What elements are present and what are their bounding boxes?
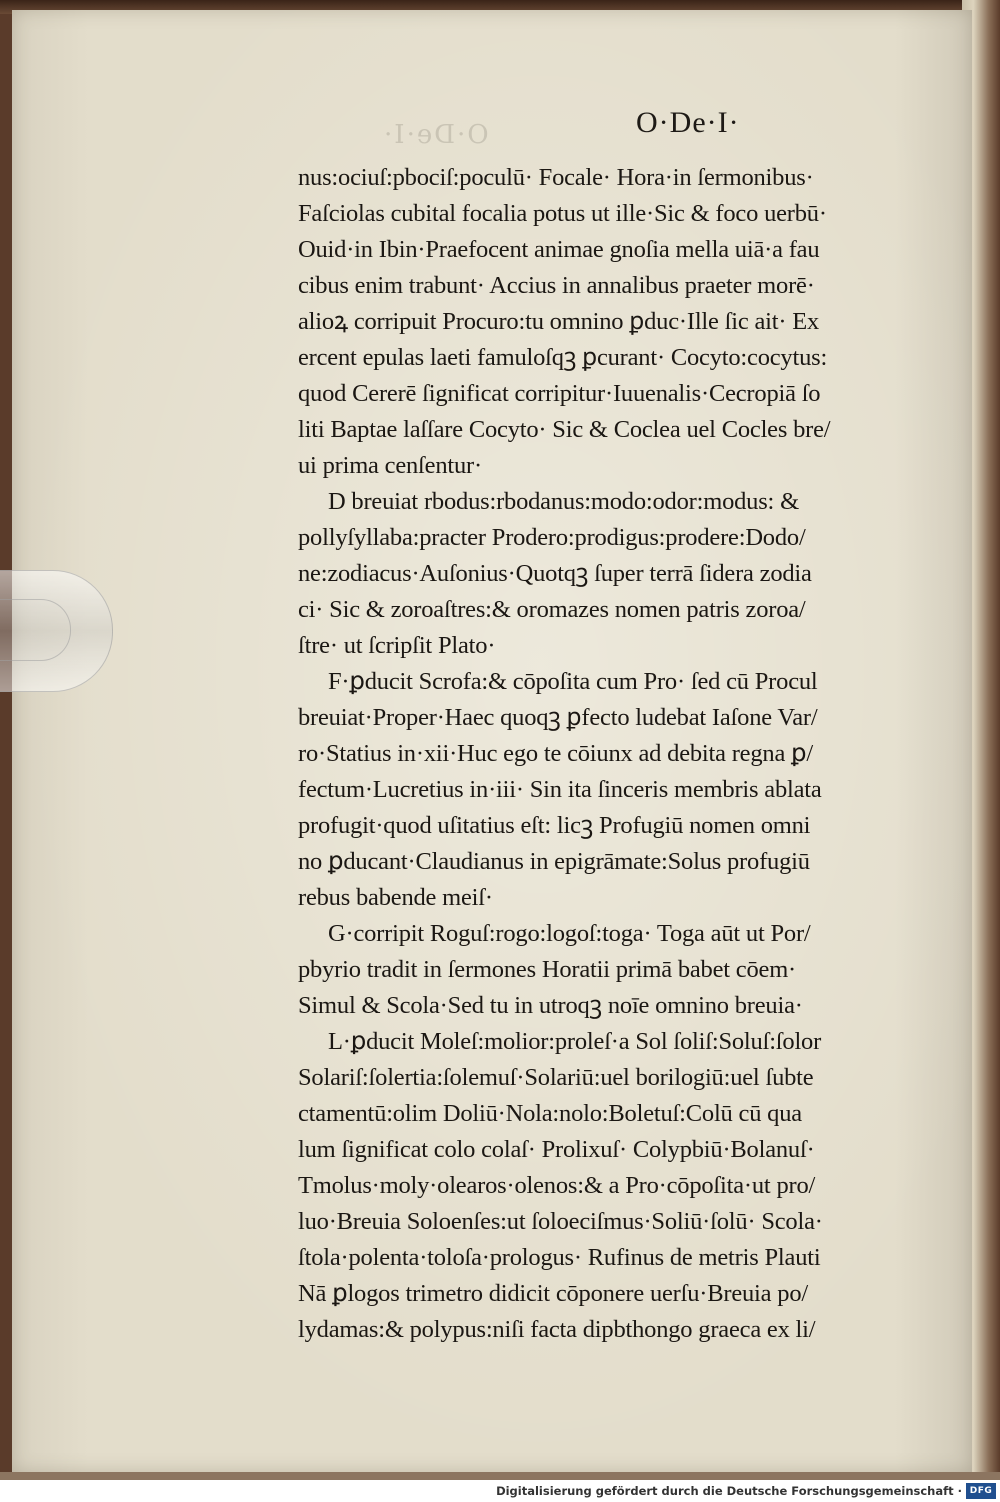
- text-line: ui prima cenſentur·: [298, 452, 482, 479]
- text-line: L·ꝑducit Moleſ:molior:proleſ·a Sol ſoliſ:Soluſ:ſolor: [328, 1028, 822, 1055]
- page-edge-bottom: [0, 1472, 1000, 1480]
- text-line: D breuiat rbodus:rbodanus:modo:odor:modus: &: [328, 488, 799, 515]
- text-line: no ꝑducant·Claudianus in epigrāmate:Solus profugiū: [298, 848, 810, 875]
- text-line: ci· Sic & zoroaſtres:& oromazes nomen patris zoroa/: [298, 596, 806, 623]
- text-line: luo·Breuia Soloenſes:ut ſoloeciſmus·Soliū·ſolū· Scola·: [298, 1208, 823, 1235]
- text-line: quod Cererē ſignificat corripitur·Iuuenalis·Cecropiā ſo: [298, 380, 821, 407]
- text-line: profugit·quod uſitatius eſt: licꝫ Profugiū nomen omni: [298, 812, 811, 839]
- text-line: cibus enim trabunt· Accius in annalibus praeter morē·: [298, 272, 815, 299]
- text-line: ne:zodiacus·Auſonius·Quotqꝫ ſuper terrā ſidera zodia: [298, 560, 812, 587]
- text-line: rebus babende meiſ·: [298, 884, 493, 911]
- text-line: Nā ꝑlogos trimetro didicit cōponere uerſu·Breuia po/: [298, 1280, 808, 1307]
- funding-credit: Digitalisierung gefördert durch die Deutsche Forschungsgemeinschaft ·: [496, 1484, 962, 1498]
- dfg-logo: DFG: [966, 1483, 996, 1499]
- text-line: breuiat·Proper·Haec quoqꝫ ꝑfecto ludebat Iaſone Var/: [298, 704, 818, 731]
- running-header: O·De·I·: [636, 106, 740, 139]
- text-line: ctamentū:olim Doliū·Nola:nolo:Boletuſ:Colū cū qua: [298, 1100, 802, 1127]
- bleed-through-header: O·De·I·: [382, 120, 489, 150]
- text-line: G·corripit Roguſ:rogo:logoſ:toga· Toga aūt ut Por/: [328, 920, 811, 947]
- text-line: Ouid·in Ibin·Praefocent animae gnoſia mella uiā·a fau: [298, 236, 820, 263]
- text-line: F·ꝑducit Scrofa:& cōpoſita cum Pro· ſed cū Procul: [328, 668, 818, 695]
- text-line: alioꝝ corripuit Procuro:tu omnino ꝑduc·Ille ſic ait· Ex: [298, 308, 820, 335]
- text-line: liti Baptae laſſare Cocyto· Sic & Coclea uel Cocles bre/: [298, 416, 831, 443]
- text-line: Tmolus·moly·olearos·olenos:& a Pro·cōpoſita·ut pro/: [298, 1172, 816, 1199]
- text-line: Faſciolas cubital focalia potus ut ille·Sic & foco uerbū·: [298, 200, 827, 227]
- text-line: ſtola·polenta·toloſa·prologus· Rufinus de metris Plauti: [298, 1244, 821, 1271]
- text-line: ercent epulas laeti famuloſqꝫ ꝑcurant· Cocyto:cocytus:: [298, 344, 828, 371]
- text-line: fectum·Lucretius in·iii· Sin ita ſinceris membris ablata: [298, 776, 822, 803]
- text-line: ſtre· ut ſcripſit Plato·: [298, 632, 496, 659]
- text-line: Simul & Scola·Sed tu in utroqꝫ noīe omnino breuia·: [298, 992, 803, 1019]
- text-line: pbyrio tradit in ſermones Horatii primā babet cōem·: [298, 956, 797, 983]
- text-line: ro·Statius in·xii·Huc ego te cōiunx ad debita regna ꝑ/: [298, 740, 814, 767]
- text-column: [298, 160, 910, 1348]
- text-line: lydamas:& polypus:niſi facta dipbthongo graeca ex li/: [298, 1316, 816, 1343]
- text-line: Solariſ:ſolertia:ſolemuſ·Solariū:uel borilogiū:uel ſubte: [298, 1064, 814, 1091]
- text-line: lum ſignificat colo colaſ· Prolixuſ· Colypbiū·Bolanuſ·: [298, 1136, 815, 1163]
- text-line: nus:ociuſ:pbociſ:poculū· Focale· Hora·in ſermonibus·: [298, 164, 814, 191]
- digitization-footer: [0, 1480, 1000, 1502]
- text-line: pollyſyllaba:practer Prodero:prodigus:prodere:Dodo/: [298, 524, 806, 551]
- bookmark-clip: [0, 570, 113, 692]
